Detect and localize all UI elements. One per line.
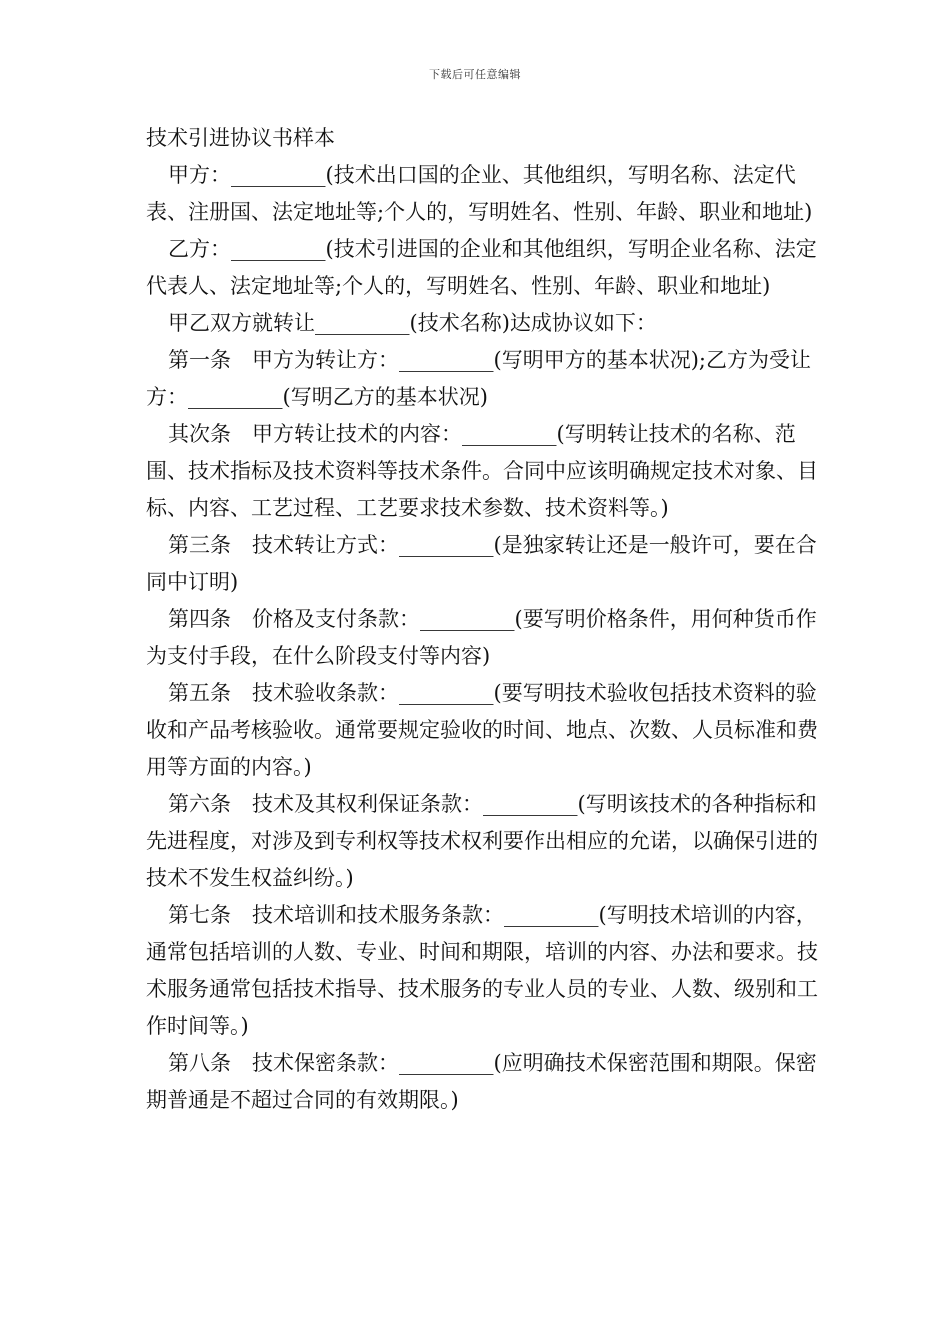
- clause-party-b: 乙方：_________(技术引进国的企业和其他组织，写明企业名称、法定代表人、法定地址等;个人的，写明姓名、性别、年龄、职业和地址): [146, 237, 817, 298]
- document-title: 技术引进协议书样本: [146, 126, 335, 150]
- clause-article-4: 第四条 价格及支付条款：_________(要写明价格条件，用何种货币作为支付手段，在什么阶段支付等内容): [146, 607, 817, 668]
- clause-article-2: 其次条 甲方转让技术的内容：_________(写明转让技术的名称、范围、技术指标及技术资料等技术条件。合同中应该明确规定技术对象、目标、内容、工艺过程、工艺要求技术参数、技术资料等。): [146, 422, 818, 520]
- header-note: 下载后可任意编辑: [429, 68, 521, 81]
- clause-article-5: 第五条 技术验收条款：_________(要写明技术验收包括技术资料的验收和产品考核验收。通常要规定验收的时间、地点、次数、人员标准和费用等方面的内容。): [146, 681, 818, 779]
- clause-party-a: 甲方：_________(技术出口国的企业、其他组织，写明名称、法定代表、注册国、法定地址等;个人的，写明姓名、性别、年龄、职业和地址): [146, 163, 813, 224]
- clause-article-1: 第一条 甲方为转让方：_________(写明甲方的基本状况);乙方为受让方：_________(写明乙方的基本状况): [146, 348, 811, 409]
- clause-article-7: 第七条 技术培训和技术服务条款：_________(写明技术培训的内容，通常包括培训的人数、专业、时间和期限，培训的内容、办法和要求。技术服务通常包括技术指导、技术服务的专业人员的专业、人数、级别和工作时间等。): [146, 903, 818, 1038]
- clause-article-8: 第八条 技术保密条款：_________(应明确技术保密范围和期限。保密期普通是不超过合同的有效期限。): [146, 1051, 817, 1112]
- clause-article-6: 第六条 技术及其权利保证条款：_________(写明该技术的各种指标和先进程度，对涉及到专利权等技术权利要作出相应的允诺，以确保引进的技术不发生权益纠纷。): [146, 792, 818, 890]
- document-body: [146, 120, 836, 1119]
- clause-article-3: 第三条 技术转让方式：_________(是独家转让还是一般许可，要在合同中订明): [146, 533, 817, 594]
- clause-agreement-intro: 甲乙双方就转让_________(技术名称)达成协议如下：: [168, 311, 657, 335]
